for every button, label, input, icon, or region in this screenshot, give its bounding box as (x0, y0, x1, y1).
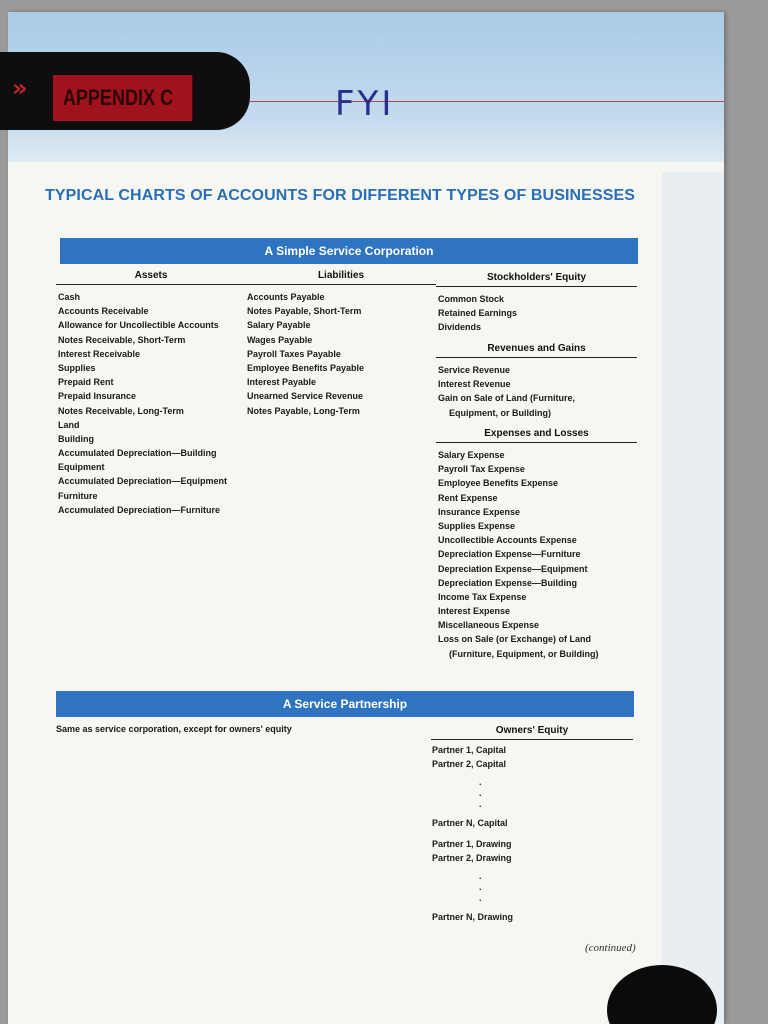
account-item: Partner 1, Capital (432, 745, 507, 755)
account-item: Notes Payable, Short-Term (247, 306, 362, 317)
account-item: Insurance Expense (438, 506, 521, 517)
account-item: Common Stock (438, 294, 505, 304)
account-item: Building (58, 433, 94, 444)
account-item: Notes Receivable, Long-Term (58, 405, 184, 416)
account-item: Partner 2, Drawing (432, 852, 512, 863)
account-item: Interest Revenue (438, 379, 511, 390)
header-rule (213, 101, 724, 102)
continued-note: (continued) (585, 942, 636, 954)
account-item: Depreciation Expense—Furniture (438, 549, 581, 560)
account-item: Furniture (58, 490, 98, 501)
account-item: Rent Expense (438, 492, 498, 503)
stockholders-equity-list (438, 292, 517, 335)
stockholders-equity-heading: Stockholders' Equity (436, 272, 637, 287)
revenues-heading: Revenues and Gains (436, 343, 637, 358)
ellipsis-dot: . (479, 881, 482, 892)
account-item: Partner 2, Capital (432, 759, 507, 770)
account-item: Notes Payable, Long-Term (247, 405, 360, 416)
account-item: Income Tax Expense (438, 591, 527, 602)
textbook-page (8, 12, 724, 1024)
section-heading-service-partnership: A Service Partnership (56, 691, 634, 717)
account-item: Unearned Service Revenue (247, 391, 364, 402)
owners-equity-list (432, 743, 513, 924)
page-edge-strip (662, 172, 724, 1024)
handwritten-fyi-note: FYI (335, 84, 395, 124)
account-item: Salary Expense (438, 450, 505, 460)
expenses-heading: Expenses and Losses (436, 428, 637, 443)
account-item: Partner N, Capital (432, 818, 508, 829)
account-item: Equipment, or Building) (449, 407, 551, 418)
account-item: Dividends (438, 322, 482, 333)
account-item: Miscellaneous Expense (438, 620, 540, 631)
account-item: Supplies (58, 362, 96, 373)
owners-equity-heading: Owners' Equity (431, 725, 633, 740)
page-title: TYPICAL CHARTS OF ACCOUNTS FOR DIFFERENT TYPES OF BUSINESSES (45, 187, 636, 204)
account-item: Loss on Sale (or Exchange) of Land (438, 634, 592, 645)
account-item: Accumulated Depreciation—Furniture (58, 504, 221, 515)
account-item: Gain on Sale of Land (Furniture, (438, 393, 576, 404)
account-item: Prepaid Rent (58, 377, 114, 388)
account-item: Employee Benefits Payable (247, 362, 365, 373)
account-item: Notes Receivable, Short-Term (58, 334, 186, 345)
account-item: (Furniture, Equipment, or Building) (449, 648, 599, 659)
account-item: Depreciation Expense—Equipment (438, 563, 588, 574)
account-item: Supplies Expense (438, 520, 516, 531)
ellipsis-dot: . (479, 799, 482, 810)
account-item: Uncollectible Accounts Expense (438, 535, 577, 546)
liabilities-list (247, 290, 364, 418)
account-item: Interest Expense (438, 606, 511, 617)
account-item: Payroll Taxes Payable (247, 348, 341, 359)
account-item: Equipment (58, 462, 105, 473)
revenues-list (438, 363, 575, 420)
account-item: Partner 1, Drawing (432, 838, 512, 849)
account-item: Partner N, Drawing (432, 911, 514, 922)
account-item: Accumulated Depreciation—Equipment (58, 476, 228, 487)
ellipsis-dot: . (479, 788, 482, 799)
account-item: Land (58, 419, 80, 430)
account-item: Salary Payable (247, 320, 311, 331)
account-item: Employee Benefits Expense (438, 478, 559, 489)
liabilities-heading: Liabilities (246, 270, 436, 285)
account-item: Accounts Payable (247, 292, 325, 302)
account-item: Prepaid Insurance (58, 391, 137, 402)
account-item: Retained Earnings (438, 308, 518, 319)
appendix-arrow-icon: » (12, 74, 24, 102)
ellipsis-dot: . (479, 777, 482, 788)
account-item: Wages Payable (247, 334, 313, 345)
account-item: Interest Receivable (58, 348, 141, 359)
account-item: Allowance for Uncollectible Accounts (58, 320, 219, 331)
ellipsis-dot: . (479, 870, 482, 881)
account-item: Accounts Receivable (58, 306, 149, 317)
account-item: Interest Payable (247, 377, 317, 388)
account-item: Payroll Tax Expense (438, 464, 525, 475)
assets-list (58, 290, 227, 517)
ellipsis-dot: . (479, 892, 482, 903)
account-item: Accumulated Depreciation—Building (58, 448, 217, 459)
account-item: Depreciation Expense—Building (438, 577, 578, 588)
partnership-note: Same as service corporation, except for owners' equity (56, 724, 292, 734)
assets-heading: Assets (56, 270, 246, 285)
section-heading-service-corporation: A Simple Service Corporation (60, 238, 638, 264)
account-item: Cash (58, 292, 81, 302)
account-item: Service Revenue (438, 365, 511, 375)
expenses-list (438, 448, 598, 661)
appendix-label: APPENDIX C (53, 75, 192, 121)
